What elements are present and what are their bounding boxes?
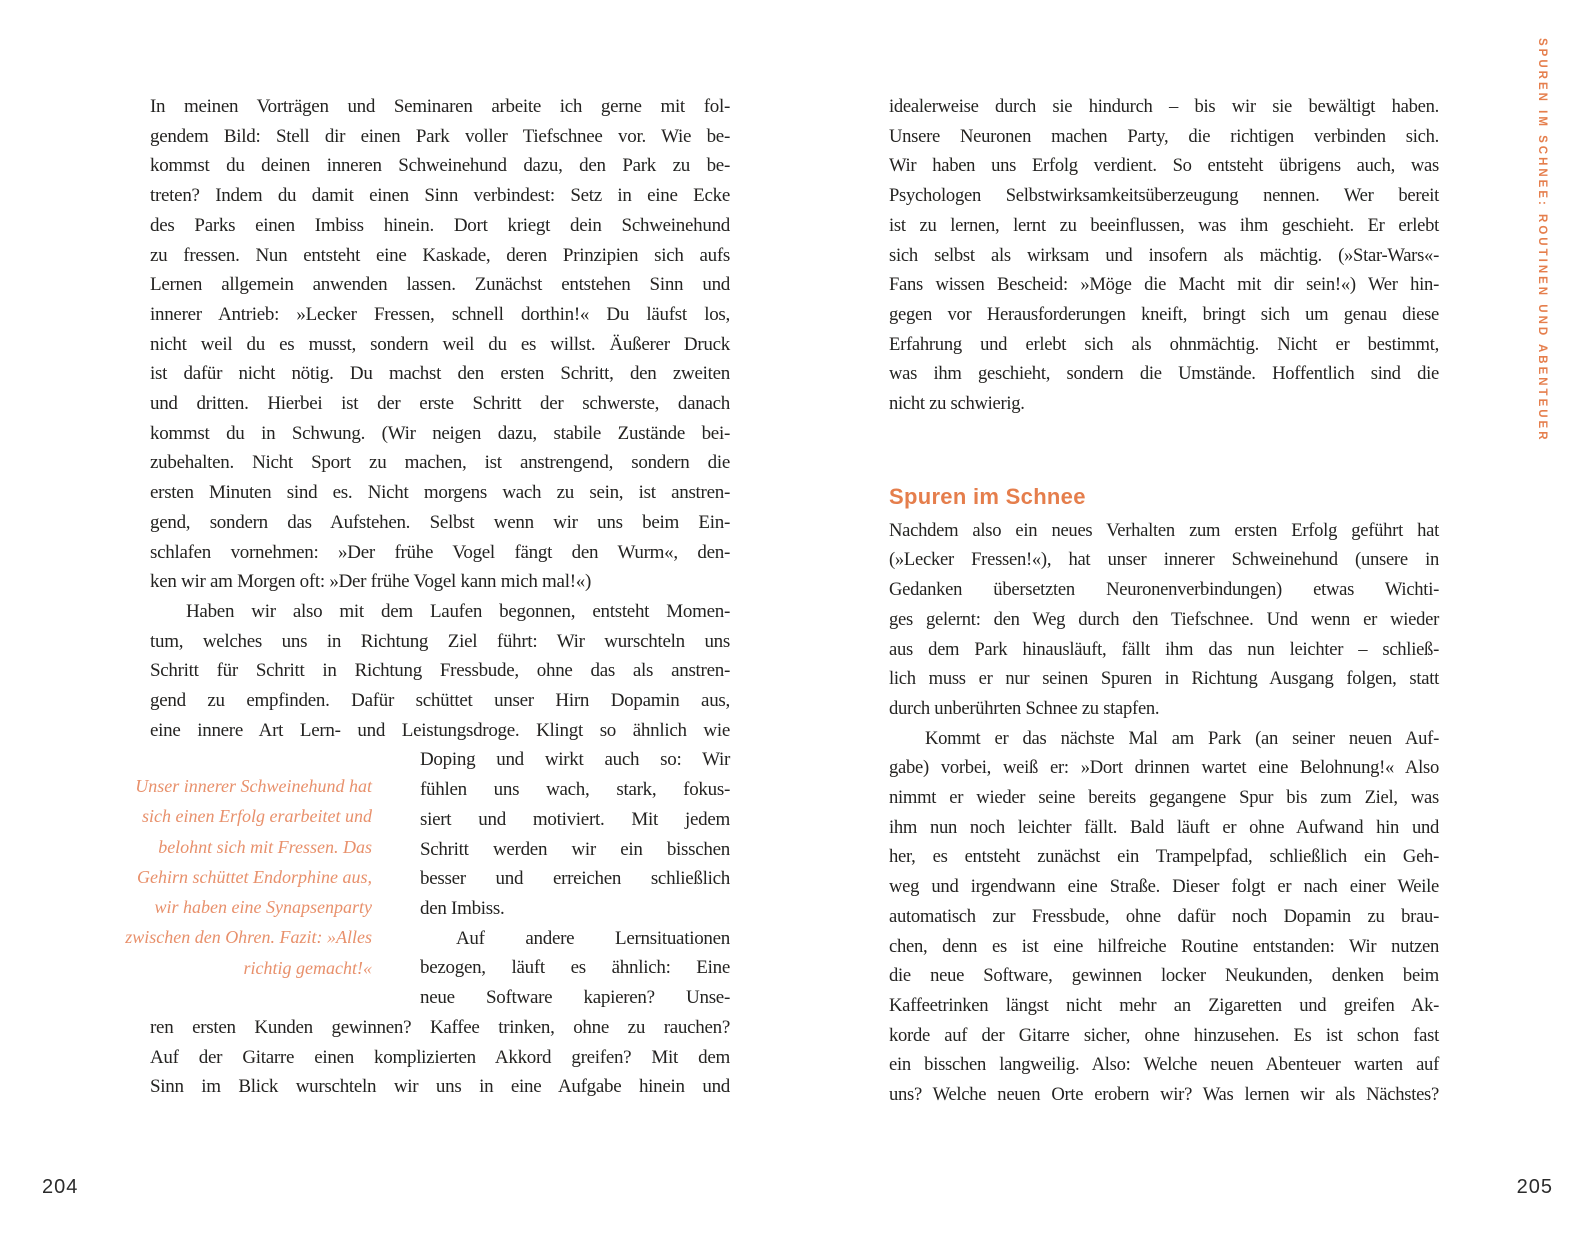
- text-line: ges gelernt: den Weg durch den Tiefschnee. Und wenn er wieder: [889, 608, 1439, 630]
- text-line: wir haben eine Synapsenparty: [154, 897, 372, 918]
- text-line: nimmt er wieder seine bereits gegangene Spur bis zum Ziel, was: [889, 787, 1439, 809]
- paragraph-momentum-full: [150, 597, 730, 746]
- text-line: zu fressen. Nun entsteht eine Kaskade, deren Prinzipien sich aufs: [150, 244, 730, 266]
- paragraph-intro: [150, 92, 730, 597]
- text-line: ist dafür nicht nötig. Du machst den ersten Schritt, den zweiten: [150, 363, 730, 385]
- text-line: siert und motiviert. Mit jedem: [420, 808, 730, 830]
- text-line: Psychologen Selbstwirksamkeitsüberzeugung nennen. Wer bereit: [889, 185, 1439, 207]
- text-line: Fans wissen Bescheid: »Möge die Macht mit dir sein!«) Wer hin-: [889, 274, 1439, 296]
- left-text-column: [125, 92, 730, 1102]
- text-line: Auf der Gitarre einen komplizierten Akkord greifen? Mit dem: [150, 1046, 730, 1068]
- text-line: idealerweise durch sie hindurch – bis wir sie bewältigt haben.: [889, 96, 1439, 117]
- text-line: ihm nun noch leichter fällt. Bald läuft er ohne Aufwand hin und: [889, 816, 1439, 838]
- text-line: Erfahrung und erlebt sich als ohnmächtig. Nicht er bestimmt,: [889, 333, 1439, 355]
- page-number-right: 205: [1516, 1176, 1553, 1198]
- right-text-column: [889, 92, 1439, 1110]
- text-line: weg und irgendwann eine Straße. Dieser folgt er nach einer Weile: [889, 876, 1439, 898]
- text-line: besser und erreichen schließlich: [420, 868, 730, 890]
- text-line: her, es entsteht zunächst ein Trampelpfad, schließlich ein Geh-: [889, 846, 1439, 868]
- text-line: (»Lecker Fressen!«), hat unser innerer Schweinehund (unsere in: [889, 549, 1439, 571]
- paragraph-selbstwirksamkeit: [889, 92, 1439, 419]
- text-line: Sinn im Blick wurschteln wir uns in eine Aufgabe hinein und: [150, 1076, 730, 1098]
- paragraph-routine: [889, 724, 1439, 1110]
- text-line: sich einen Erfolg erarbeitet und: [142, 806, 372, 827]
- text-line: Nachdem also ein neues Verhalten zum ersten Erfolg geführt hat: [889, 519, 1439, 541]
- paragraph-resume-full: [150, 1013, 730, 1102]
- text-line: ren ersten Kunden gewinnen? Kaffee trinken, ohne zu rauchen?: [150, 1016, 730, 1038]
- text-line: ken wir am Morgen oft: »Der frühe Vogel kann mich mal!«): [150, 571, 591, 593]
- text-line: neue Software kapieren? Unse-: [420, 987, 730, 1009]
- text-line: richtig gemacht!«: [243, 957, 372, 978]
- text-line: Haben wir also mit dem Laufen begonnen, entsteht Momen-: [186, 600, 730, 622]
- running-header-vertical: SPUREN IM SCHNEE: ROUTINEN UND ABENTEUER: [1536, 38, 1548, 443]
- text-line: den Imbiss.: [420, 897, 505, 919]
- text-line: treten? Indem du damit einen Sinn verbindest: Setz in eine Ecke: [150, 185, 730, 207]
- text-line: des Parks einen Imbiss hinein. Dort kriegt dein Schweinehund: [150, 214, 730, 236]
- text-line: die neue Software, gewinnen locker Neukunden, denken beim: [889, 965, 1439, 987]
- text-line: gabe) vorbei, weiß er: »Dort drinnen wartet eine Belohnung!« Also: [889, 757, 1439, 779]
- text-line: uns? Welche neuen Orte erobern wir? Was lernen wir als Nächstes?: [889, 1084, 1439, 1106]
- text-line: Unser innerer Schweinehund hat: [135, 776, 372, 796]
- text-line: korde auf der Gitarre sicher, ohne hinzusehen. Es ist schon fast: [889, 1024, 1439, 1046]
- text-line: zwischen den Ohren. Fazit: »Alles: [125, 927, 372, 948]
- paragraph-narrow-wrap: [420, 745, 730, 1012]
- text-line: In meinen Vorträgen und Seminaren arbeite ich gerne mit fol-: [150, 96, 730, 117]
- text-line: Kommt er das nächste Mal am Park (an seiner neuen Auf-: [925, 727, 1439, 749]
- text-line: tum, welches uns in Richtung Ziel führt: Wir wurschteln uns: [150, 630, 730, 652]
- text-line: Gedanken übersetzten Neuronenverbindungen) etwas Wichti-: [889, 579, 1439, 601]
- text-line: durch unberührten Schnee zu stapfen.: [889, 697, 1160, 719]
- text-line: gend zu empfinden. Dafür schüttet unser Hirn Dopamin aus,: [150, 690, 730, 712]
- text-line: Doping und wirkt auch so: Wir: [420, 749, 730, 771]
- text-line: schlafen vornehmen: »Der frühe Vogel fängt den Wurm«, den-: [150, 541, 730, 563]
- text-line: sich selbst als wirksam und insofern als mächtig. (»Star-Wars«-: [889, 244, 1439, 266]
- text-line: Kaffeetrinken längst nicht mehr an Zigaretten und greifen Ak-: [889, 994, 1439, 1016]
- text-line: gendem Bild: Stell dir einen Park voller Tiefschnee vor. Wie be-: [150, 125, 730, 147]
- text-line: fühlen uns wach, stark, fokus-: [420, 779, 730, 801]
- text-line: und dritten. Hierbei ist der erste Schritt der schwerste, danach: [150, 393, 730, 415]
- text-line: eine innere Art Lern- und Leistungsdroge. Klingt so ähnlich wie: [150, 719, 730, 741]
- text-line: kommst du deinen inneren Schweinehund dazu, den Park zu be-: [150, 155, 730, 177]
- text-line: Lernen allgemein anwenden lassen. Zunächst entstehen Sinn und: [150, 274, 730, 296]
- pull-quote: [80, 771, 372, 983]
- text-line: was ihm geschieht, sondern die Umstände. Hoffentlich sind die: [889, 363, 1439, 385]
- text-line: innerer Antrieb: »Lecker Fressen, schnell dorthin!« Du läufst los,: [150, 303, 730, 325]
- section-heading: Spuren im Schnee: [889, 483, 1086, 509]
- text-line: lich muss er nur seinen Spuren in Richtung Ausgang folgen, statt: [889, 668, 1439, 690]
- text-line: nicht zu schwierig.: [889, 393, 1025, 415]
- text-line: aus dem Park hinausläuft, fällt ihm das nun leichter – schließ-: [889, 638, 1439, 660]
- text-line: gend, sondern das Aufstehen. Selbst wenn wir uns beim Ein-: [150, 511, 730, 533]
- text-line: Gehirn schüttet Endorphine aus,: [137, 866, 372, 887]
- text-line: zubehalten. Nicht Sport zu machen, ist anstrengend, sondern die: [150, 452, 730, 474]
- paragraph-spuren: [889, 516, 1439, 724]
- text-line: Unsere Neuronen machen Party, die richtigen verbinden sich.: [889, 125, 1439, 147]
- text-line: automatisch zur Fressbude, ohne dafür noch Dopamin zu brau-: [889, 905, 1439, 927]
- text-line: ersten Minuten sind es. Nicht morgens wach zu sein, ist anstren-: [150, 482, 730, 504]
- text-line: bezogen, läuft es ähnlich: Eine: [420, 957, 730, 979]
- text-line: Auf andere Lernsituationen: [456, 927, 730, 949]
- text-line: Schritt werden wir ein bisschen: [420, 838, 730, 860]
- text-line: Wir haben uns Erfolg verdient. So entsteht übrigens auch, was: [889, 155, 1439, 177]
- text-line: ein bisschen langweilig. Also: Welche neuen Abenteuer warten auf: [889, 1054, 1439, 1076]
- text-line: Schritt für Schritt in Richtung Fressbude, ohne das als anstren-: [150, 660, 730, 682]
- text-line: gegen vor Herausforderungen kneift, bringt sich um genau diese: [889, 303, 1439, 325]
- text-line: chen, denn es ist eine hilfreiche Routine entstanden: Wir nutzen: [889, 935, 1439, 957]
- text-line: nicht weil du es musst, sondern weil du es willst. Äußerer Druck: [150, 333, 730, 355]
- page-number-left: 204: [42, 1176, 79, 1198]
- text-line: kommst du in Schwung. (Wir neigen dazu, stabile Zustände bei-: [150, 422, 730, 444]
- text-line: belohnt sich mit Fressen. Das: [158, 836, 372, 857]
- text-line: ist zu lernen, lernt zu beeinflussen, was ihm geschieht. Er erlebt: [889, 214, 1439, 236]
